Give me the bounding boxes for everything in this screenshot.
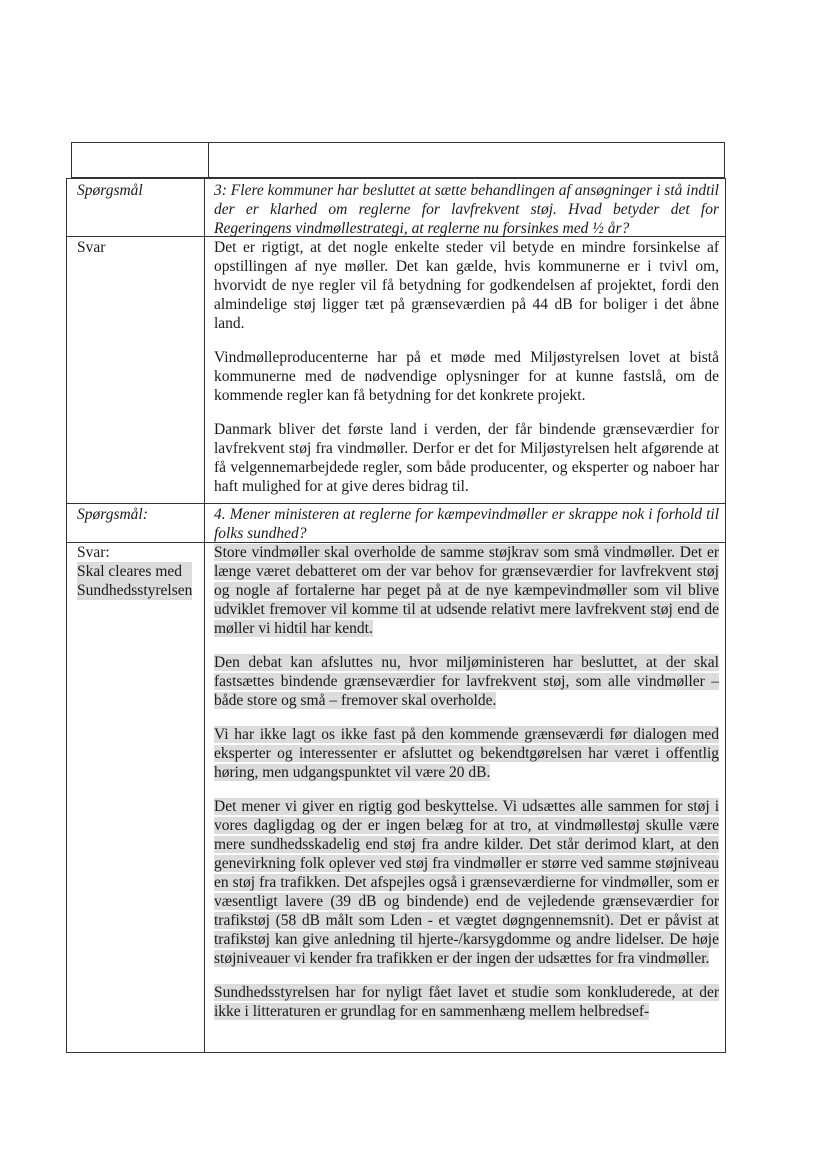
answer-4-paragraph: [214, 725, 719, 782]
highlighted-text: Sundhedsstyrelsen har for nyligt fået lavet et studie som konkluderede, at der ikke i litteraturen er grundlag for en sammenhæng mellem helbredsef-: [214, 984, 719, 1020]
row-divider: [67, 503, 725, 504]
question-4-text: 4. Mener ministeren at reglerne for kæmpevindmøller er skrappe nok i forhold til folks sundhed?: [214, 506, 719, 542]
column-divider: [204, 179, 205, 1052]
answer-4-paragraph: [214, 983, 719, 1021]
question-3-text: 3: Flere kommuner har besluttet at sætte behandlingen af ansøgninger i stå indtil der er klarhed om reglerne for lavfrekvent støj. Hvad betyder det for Regeringens vindmøllestrategi, at reglerne nu forsinkes med ½ år?: [214, 182, 719, 237]
row-label-question-3: Spørgsmål: [77, 182, 143, 199]
header-cell-right: [208, 142, 725, 178]
clearance-note: Sundhedsstyrelsen: [77, 582, 193, 599]
row-label-answer-3: Svar: [77, 239, 106, 256]
row-label-question-4: Spørgsmål:: [77, 506, 148, 523]
table-header-row: [71, 142, 725, 178]
answer-3-text: [214, 238, 719, 496]
answer-3-paragraph: Danmark bliver det første land i verden, der får bindende grænseværdier for lavfrekvent støj fra vindmøller. Derfor er det for Miljøstyrelsen helt afgørende at få velgennemarbejdede regler, som både producenter, og eksperter og naboer har haft mulighed for at give deres bidrag til.: [214, 421, 719, 495]
answer-4-text: [214, 543, 719, 1021]
row-label-answer-4: [77, 543, 192, 600]
qa-table: [66, 178, 726, 1053]
answer-4-paragraph: [214, 797, 719, 968]
highlighted-text: Vi har ikke lagt os ikke fast på den kommende grænseværdi før dialogen med eksperter og interessenter er afsluttet og bekendtgørelsen har været i offentlig høring, men udgangspunktet vil være 20 dB.: [214, 726, 719, 781]
highlighted-text: Det mener vi giver en rigtig god beskyttelse. Vi udsættes alle sammen for støj i vores dagligdag og der er ingen belæg for at tro, at vindmøllestøj skulle være mere sundhedsskadelig end støj fra andre kilder. Det står derimod klart, at den genevirkning folk oplever ved støj fra vindmøller er større ved samme støjniveau en støj fra trafikken. Det afspejles også i grænseværdierne for vindmøller, som er væsentligt lavere (39 dB og bindende) end de vejledende grænseværdier for trafikstøj (58 dB målt som Lden - et vægtet døgngennemsnit). Det er påvist at trafikstøj kan give anledning til hjerte-/karsygdomme og andre lidelser. De høje støjniveauer vi kender fra trafikken er der ingen der udsættes for fra vindmøller.: [214, 798, 719, 967]
answer-3-paragraph: Vindmølleproducenterne har på et møde med Miljøstyrelsen lovet at bistå kommunerne med de nødvendige oplysninger for at kunne fastslå, om de kommende regler kan få betydning for det konkrete projekt.: [214, 349, 719, 404]
clearance-note: Skal cleares med: [77, 562, 192, 581]
header-cell-left: [71, 142, 209, 178]
answer-3-paragraph: Det er rigtigt, at det nogle enkelte steder vil betyde en mindre forsinkelse af opstillingen af nye møller. Det kan gælde, hvis kommunerne er i tvivl om, hvorvidt de nye regler vil få betydning for godkendelsen af projektet, fordi den almindelige støj ligger tæt på grænseværdien på 44 dB for boliger i det åbne land.: [214, 239, 719, 332]
answer-4-paragraph: [214, 543, 719, 638]
highlighted-text: Den debat kan afsluttes nu, hvor miljøministeren har besluttet, at der skal fastsættes bindende grænseværdier for lavfrekvent støj, som alle vindmøller – både store og små – fremover skal overholde.: [214, 654, 719, 709]
highlighted-text: Store vindmøller skal overholde de samme støjkrav som små vindmøller. Det er længe været debatteret om der var behov for grænseværdier for lavfrekvent støj og nogle af fortalerne har peget på at de nye kæmpevindmøller som vil blive udviklet fremover vil komme til at udsende relativt mere lavfrekvent støj end de møller vi hidtil har kendt.: [214, 544, 719, 637]
answer-4-label: Svar:: [77, 544, 110, 561]
answer-4-paragraph: [214, 653, 719, 710]
